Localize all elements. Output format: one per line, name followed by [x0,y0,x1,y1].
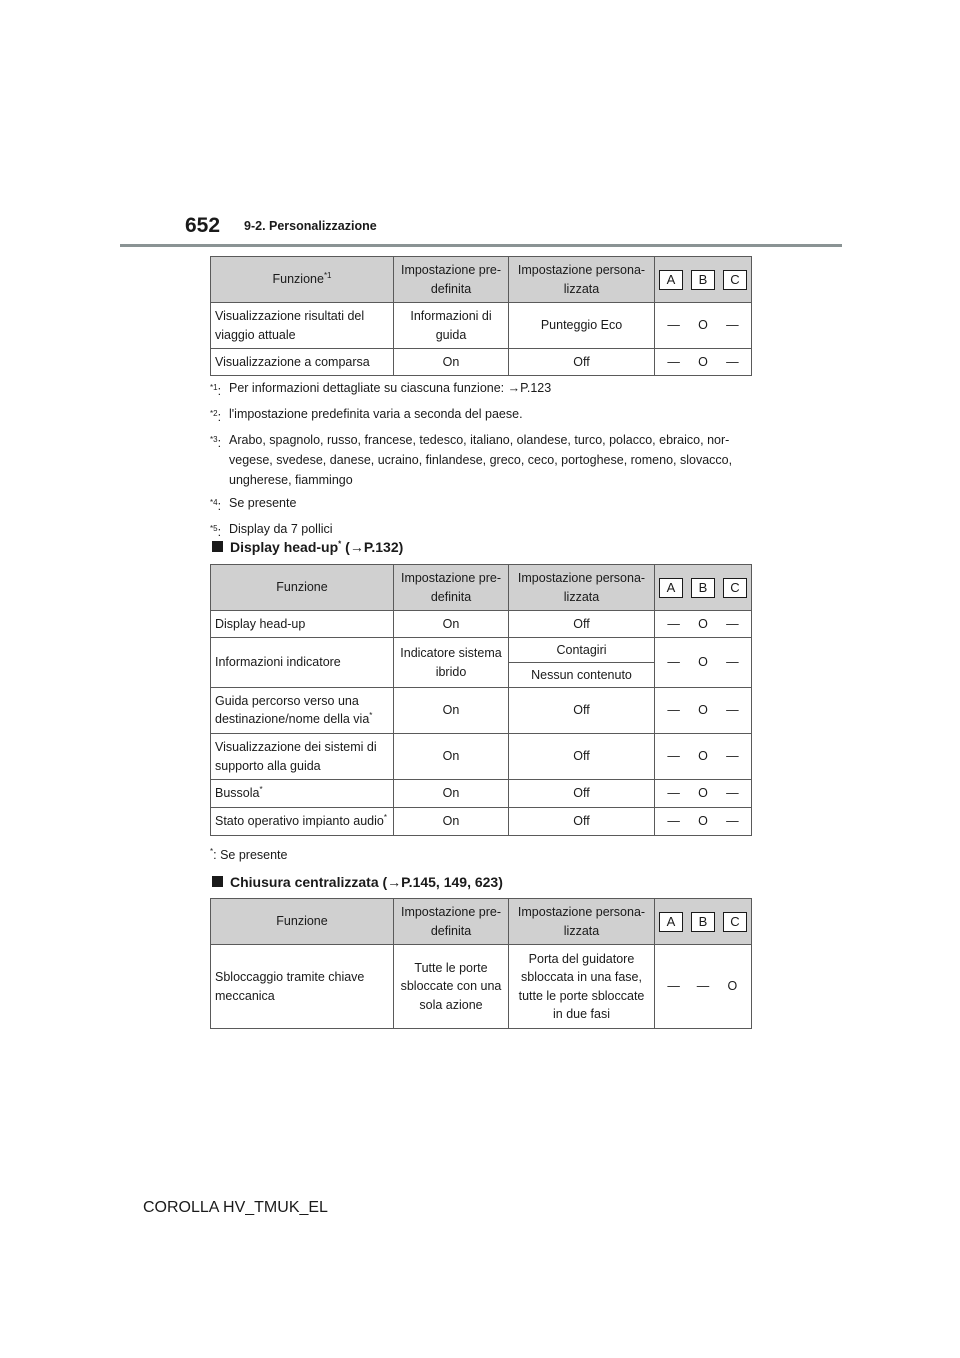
settings-table-central-locking [210,898,752,1029]
column-header-function: Funzione$^{*1}$ [211,257,394,303]
column-header-abc: A B C [655,257,752,303]
abc-cell: — O — [655,303,752,349]
custom-cell: Off [509,808,655,836]
footnote: $^{*4}$: Se presente [210,496,297,514]
function-cell: Informazioni indicatore [211,638,394,688]
custom-cell: Contagiri [509,638,655,663]
abc-cell: — O — [655,734,752,780]
table-row [211,734,752,780]
table-row [211,945,752,1029]
column-header-custom: Impostazione persona- lizzata [509,899,655,945]
abc-cell: — O — [655,349,752,376]
column-header-custom: Impostazione persona- lizzata [509,257,655,303]
footer-model: COROLLA HV_TMUK_EL [143,1199,328,1216]
function-cell: Visualizzazione dei sistemi di supporto alla guida [211,734,394,780]
custom-cell: Nessun contenuto [509,663,655,688]
footnote: $^{*5}$: Display da 7 pollici [210,522,333,540]
settings-table-head-up [210,564,752,836]
custom-cell: Off [509,349,655,376]
column-header-default: Impostazione pre- definita [394,565,509,611]
default-cell: On [394,734,509,780]
abc-cell: — O — [655,780,752,808]
footnote-se-presente: *: Se presente [210,847,288,863]
custom-cell: Porta del guidatore sbloccata in una fase, tutte le porte sbloccate in due fasi [509,945,655,1029]
footnote: $^{*1}$: Per informazioni dettagliate su ciascuna funzione: →P.123 [210,381,552,399]
default-cell: Tutte le porte sbloccate con una sola azione [394,945,509,1029]
default-cell: Indicatore sistema ibrido [394,638,509,688]
column-header-abc: A B C [655,565,752,611]
subsection-heading-central-locking: Chiusura centralizzata (→P.145, 149, 623) [212,874,503,890]
default-cell: On [394,611,509,638]
abc-cell: — O — [655,638,752,688]
abc-cell: — — O [655,945,752,1029]
column-header-abc: A B C [655,899,752,945]
custom-cell: Off [509,734,655,780]
column-header-default: Impostazione pre- definita [394,257,509,303]
function-cell: Stato operativo impianto audio* [211,808,394,836]
settings-table-1 [210,256,752,376]
default-cell: On [394,808,509,836]
table-row [211,780,752,808]
footnote: $^{*2}$: l'impostazione predefinita varia a seconda del paese. [210,407,523,425]
custom-cell: Punteggio Eco [509,303,655,349]
custom-cell: Off [509,780,655,808]
column-header-default: Impostazione pre- definita [394,899,509,945]
function-cell: Guida percorso verso una destinazione/nome della via* [211,688,394,734]
default-cell: On [394,780,509,808]
default-cell: Informazioni di guida [394,303,509,349]
custom-cell: Off [509,688,655,734]
default-cell: On [394,688,509,734]
footnote: $^{*3}$: Arabo, spagnolo, russo, francese, tedesco, italiano, olandese, turco, polacco, ebraico, nor-vegese, svedese, danese, ucraino, finlandese, greco, ceco, portoghese, romeno, slovacco, ungherese, fiammingo [210,433,733,488]
function-cell: Visualizzazione a comparsa [211,349,394,376]
table-header-row [211,899,752,945]
default-cell: On [394,349,509,376]
square-bullet-icon [212,541,223,552]
subsection-heading-head-up: Display head-up* (→P.132) [212,539,403,555]
table-row [211,688,752,734]
function-cell: Sbloccaggio tramite chiave meccanica [211,945,394,1029]
table-row [211,638,752,663]
abc-cell: — O — [655,688,752,734]
header-rule [120,244,842,247]
table-header-row [211,257,752,303]
table-row [211,808,752,836]
page-number: 652 [185,214,221,237]
column-header-function: Funzione [211,899,394,945]
footnotes [210,378,755,546]
square-bullet-icon [212,876,223,887]
custom-cell: Off [509,611,655,638]
table-row [211,349,752,376]
abc-cell: — O — [655,808,752,836]
section-title: 9-2. Personalizzazione [244,219,377,233]
column-header-custom: Impostazione persona- lizzata [509,565,655,611]
table-header-row [211,565,752,611]
table-row [211,611,752,638]
function-cell: Bussola* [211,780,394,808]
function-cell: Visualizzazione risultati del viaggio attuale [211,303,394,349]
column-header-function: Funzione [211,565,394,611]
function-cell: Display head-up [211,611,394,638]
table-row [211,303,752,349]
abc-cell: — O — [655,611,752,638]
